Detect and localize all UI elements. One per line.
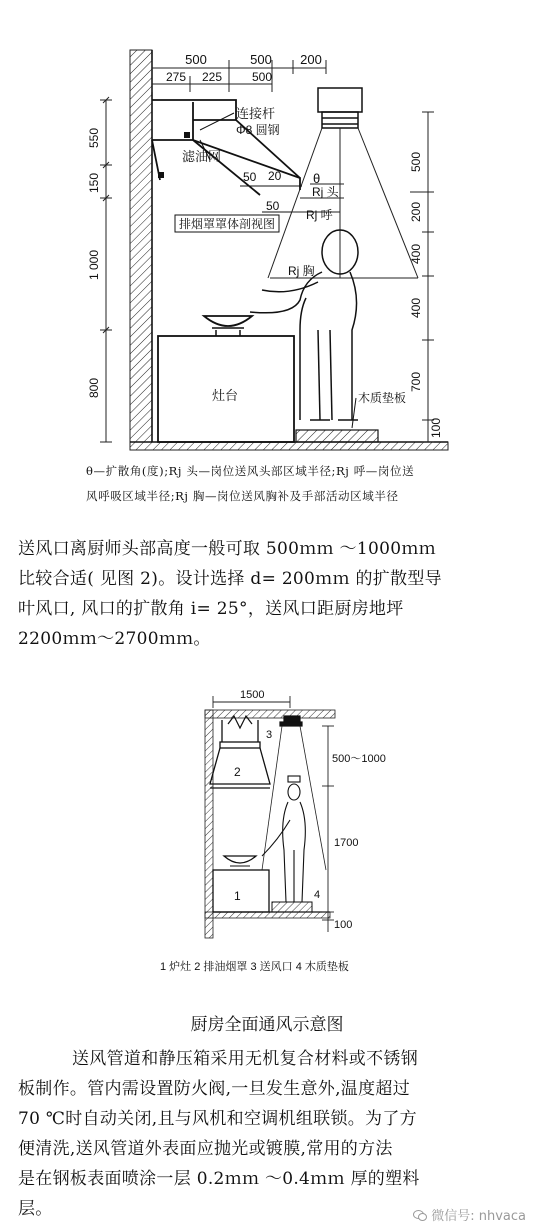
- chef-figure: [250, 230, 358, 420]
- para2-line6: 层。: [18, 1199, 53, 1219]
- wok: [204, 316, 252, 326]
- para2-line1: 送风管道和静压箱采用无机复合材料或不锈钢: [72, 1049, 418, 1069]
- air-outlet: [318, 88, 362, 128]
- wechat-icon: [413, 1209, 427, 1221]
- fig2-num-2: 2: [234, 765, 241, 779]
- wall: [130, 50, 152, 442]
- left-dimensions: [100, 97, 112, 442]
- para2-line5: 是在钢板表面喷涂一层 0.2ｍｍ ～0.4ｍｍ 厚的塑料: [18, 1169, 420, 1189]
- filter-mark-2: [158, 172, 164, 178]
- fig2-caption: 1 炉灶 2 排油烟罩 3 送风口 4 木质垫板: [160, 961, 349, 973]
- para2-line3: 70 ℃时自动关闭,且与风机和空调机组联锁。为了方: [18, 1109, 417, 1129]
- filter-mark: [184, 132, 190, 138]
- dim-right-100: 100: [429, 417, 443, 439]
- fig1-caption-line1: θ—扩散角(度);Rj 头—岗位送风头部区域半径;Rj 呼—岗位送: [86, 464, 415, 478]
- dim-left-1000: 1 000: [87, 249, 101, 281]
- fig2-dim-500-1000: 500～1000: [332, 753, 386, 765]
- para1-line4: 2200ｍｍ～2700ｍｍ。: [18, 629, 211, 649]
- paragraph-1: [18, 534, 528, 654]
- dim-right-500: 500: [409, 151, 423, 173]
- small-dim-50b: 50: [266, 199, 280, 213]
- para1-line3: 叶风口, 风口的扩散角 i= 25°，送风口距厨房地坪: [18, 599, 404, 619]
- dim-left-550: 550: [87, 127, 101, 149]
- ceiling: [205, 710, 335, 718]
- dim-left-150: 150: [87, 172, 101, 194]
- label-theta: θ: [313, 171, 321, 186]
- fig2-num-4: 4: [314, 889, 321, 901]
- fig2-dim-100: 100: [334, 919, 353, 931]
- dim-right-400a: 400: [409, 243, 423, 265]
- wall-2: [205, 710, 213, 938]
- fig2-num-1: 1: [234, 889, 241, 903]
- label-rod-spec: Φ8 圆钢: [236, 123, 280, 137]
- dim-right-400b: 400: [409, 297, 423, 319]
- label-rj-breath: Rj 呼: [306, 208, 333, 222]
- para2-line2: 板制作。管内需设置防火阀,一旦发生意外,温度超过: [18, 1079, 411, 1099]
- label-rod: 连接杆: [236, 106, 276, 121]
- fig1-caption-line2: 风呼吸区域半径;Rj 胸—岗位送风胸补及手部活动区域半径: [86, 489, 399, 503]
- label-pad: 木质垫板: [358, 391, 407, 405]
- dim-top-500b: 500: [250, 52, 272, 67]
- dim-right-700: 700: [409, 371, 423, 393]
- dim-top-500a: 500: [185, 52, 207, 67]
- para2-line4: 便清洗,送风管道外表面应抛光或镀膜,常用的方法: [18, 1139, 393, 1159]
- floor-2: [205, 912, 330, 918]
- wechat-watermark: [413, 1205, 526, 1224]
- fig2-num-3: 3: [266, 729, 273, 741]
- label-rj-head: Rj 头: [312, 185, 339, 199]
- dim-left-800: 800: [87, 377, 101, 399]
- label-section: 排烟罩罩体剖视图: [179, 217, 276, 231]
- wooden-pad: [296, 430, 378, 442]
- para1-line2: 比较合适( 见图 2)。设计选择 d= 200ｍｍ 的扩散型导: [18, 569, 442, 589]
- small-dim-50a: 50: [243, 170, 257, 184]
- label-filter: 滤油网: [182, 149, 222, 164]
- dim-right-200: 200: [409, 201, 423, 223]
- dim-top-275: 275: [165, 70, 187, 84]
- figure-kitchen-ventilation: [0, 680, 534, 990]
- dim-top-225: 225: [201, 70, 223, 84]
- floor: [130, 442, 448, 450]
- para1-line1: 送风口离厨师头部高度一般可取 500ｍｍ ～1000ｍｍ: [18, 539, 436, 559]
- watermark-text: 微信号: nhvaca: [431, 1209, 526, 1224]
- fig2-dim-1700: 1700: [334, 837, 359, 849]
- wok-2: [224, 856, 256, 863]
- fig1-caption: [86, 462, 526, 506]
- figure-title: 厨房全面通风示意图: [190, 1015, 344, 1035]
- dim-top-200: 200: [300, 52, 322, 67]
- wooden-pad-2: [272, 902, 312, 912]
- label-rj-chest: Rj 胸: [288, 264, 315, 278]
- diffusion-lines: [268, 128, 418, 278]
- small-dim-20: 20: [268, 169, 282, 183]
- stove-2: [213, 870, 269, 912]
- paragraph-2: [18, 1044, 528, 1224]
- label-stove: 灶台: [212, 388, 239, 403]
- fig2-dim-1500: 1500: [240, 689, 265, 701]
- figure-hood-section: [0, 0, 534, 470]
- dim-top-500c: 500: [251, 70, 273, 84]
